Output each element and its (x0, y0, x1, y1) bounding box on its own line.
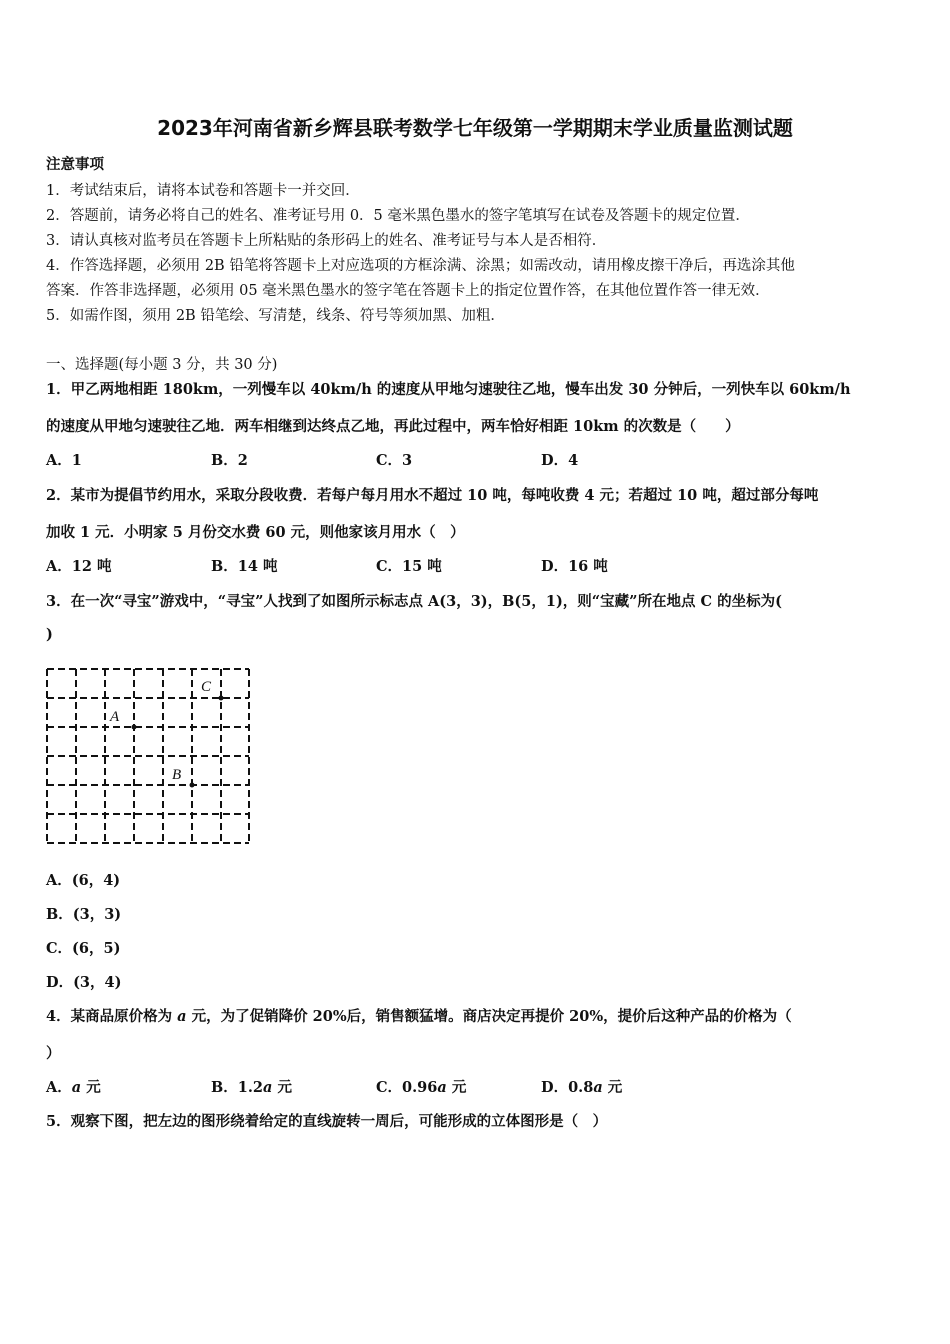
notice-item: 1．考试结束后，请将本试卷和答题卡一并交回． (46, 183, 360, 199)
question-2-line-2: 加收 1 元．小明家 5 月份交水费 60 元，则他家该月用水（ ） (46, 524, 465, 541)
option-variable: a (437, 1079, 447, 1096)
option-letter: C． (376, 1079, 403, 1096)
q2-option-d: D．16 吨 (541, 558, 608, 575)
question-3-line-1: 3．在一次“寻宝”游戏中，“寻宝”人找到了如图所示标志点 A(3，3)，B(5，1)，则“宝藏”所在地点 C 的坐标为( (46, 593, 782, 610)
grid-lines (47, 669, 249, 843)
question-2-line-1: 2．某市为提倡节约用水，采取分段收费．若每户每月用水不超过 10 吨，每吨收费 4 元；若超过 10 吨，超过部分每吨 (46, 487, 819, 504)
question-4-line-1 (46, 1005, 792, 1026)
notice-item: 答案．作答非选择题，必须用 05 毫米黑色墨水的签字笔在答题卡上的指定位置作答，在其他位置作答一律无效． (46, 283, 770, 299)
question-1-line-1: 1．甲乙两地相距 180km，一列慢车以 40km/h 的速度从甲地匀速驶往乙地，慢车出发 30 分钟后，一列快车以 60km/h (46, 381, 851, 398)
option-number: 0.8 (568, 1079, 594, 1096)
section-heading: 一、选择题(每小题 3 分，共 30 分) (46, 357, 278, 373)
option-unit: 元 (602, 1079, 623, 1096)
q1-option-c: C．3 (376, 452, 413, 469)
question-3-line-2: ) (46, 626, 53, 643)
q1-option-d: D．4 (541, 452, 579, 469)
q3-option-c: C．(6，5) (46, 940, 121, 957)
q4-option-a (46, 1076, 101, 1097)
option-variable: a (263, 1079, 273, 1096)
option-unit: 元 (446, 1079, 467, 1096)
q4-option-c (376, 1076, 466, 1097)
point-b-label: B (172, 767, 182, 783)
q3-option-d: D．(3，4) (46, 974, 122, 991)
option-number: 1.2 (237, 1079, 263, 1096)
notice-item: 3．请认真核对监考员在答题卡上所粘贴的条形码上的姓名、准考证号与本人是否相符． (46, 233, 607, 249)
point-b-marker (190, 783, 195, 788)
q4-text-post: 元，为了促销降价 20%后，销售额猛增。商店决定再提价 20%，提价后这种产品的价格为（ (186, 1008, 792, 1025)
q4-option-d (541, 1076, 622, 1097)
option-variable: a (593, 1079, 603, 1096)
option-variable: a (71, 1079, 82, 1096)
q4-option-b (211, 1076, 292, 1097)
q2-option-a: A．12 吨 (46, 558, 112, 575)
point-a-label: A (110, 709, 120, 725)
option-unit: 元 (81, 1079, 101, 1096)
notice-item: 5．如需作图，须用 2B 铅笔绘、写清楚，线条、符号等须加黑、加粗． (46, 308, 505, 324)
q4-variable: a (177, 1008, 187, 1025)
option-number: 0.96 (402, 1079, 438, 1096)
point-a-marker (132, 725, 137, 730)
q3-option-b: B．(3，3) (46, 906, 122, 923)
point-c-marker (219, 696, 224, 701)
option-letter: B． (211, 1079, 238, 1096)
notice-heading: 注意事项 (46, 156, 104, 173)
page-title: 2023年河南省新乡辉县联考数学七年级第一学期期末学业质量监测试题 (157, 116, 793, 140)
question-1-line-2: 的速度从甲地匀速驶往乙地．两车相继到达终点乙地，再此过程中，两车恰好相距 10km 的次数是（ ） (46, 418, 740, 435)
option-letter: D． (541, 1079, 569, 1096)
question-5-line-1: 5．观察下图，把左边的图形绕着给定的直线旋转一周后，可能形成的立体图形是（ ） (46, 1113, 608, 1130)
q1-option-b: B．2 (211, 452, 248, 469)
coordinate-grid-figure (46, 668, 250, 844)
notice-item: 2．答题前，请务必将自己的姓名、准考证号用 0．5 毫米黑色墨水的签字笔填写在试卷及答题卡的规定位置． (46, 208, 750, 224)
q2-option-b: B．14 吨 (211, 558, 278, 575)
option-unit: 元 (272, 1079, 292, 1096)
q3-option-a: A．(6，4) (46, 872, 121, 889)
option-letter: A． (46, 1079, 72, 1096)
q1-option-a: A．1 (46, 452, 82, 469)
q2-option-c: C．15 吨 (376, 558, 442, 575)
q4-text-pre: 4．某商品原价格为 (46, 1008, 178, 1025)
notice-item: 4．作答选择题，必须用 2B 铅笔将答题卡上对应选项的方框涂满、涂黑；如需改动，请用橡皮擦干净后，再选涂其他 (46, 258, 795, 274)
question-4-line-2: ） (46, 1045, 61, 1062)
point-c-label: C (201, 679, 212, 695)
